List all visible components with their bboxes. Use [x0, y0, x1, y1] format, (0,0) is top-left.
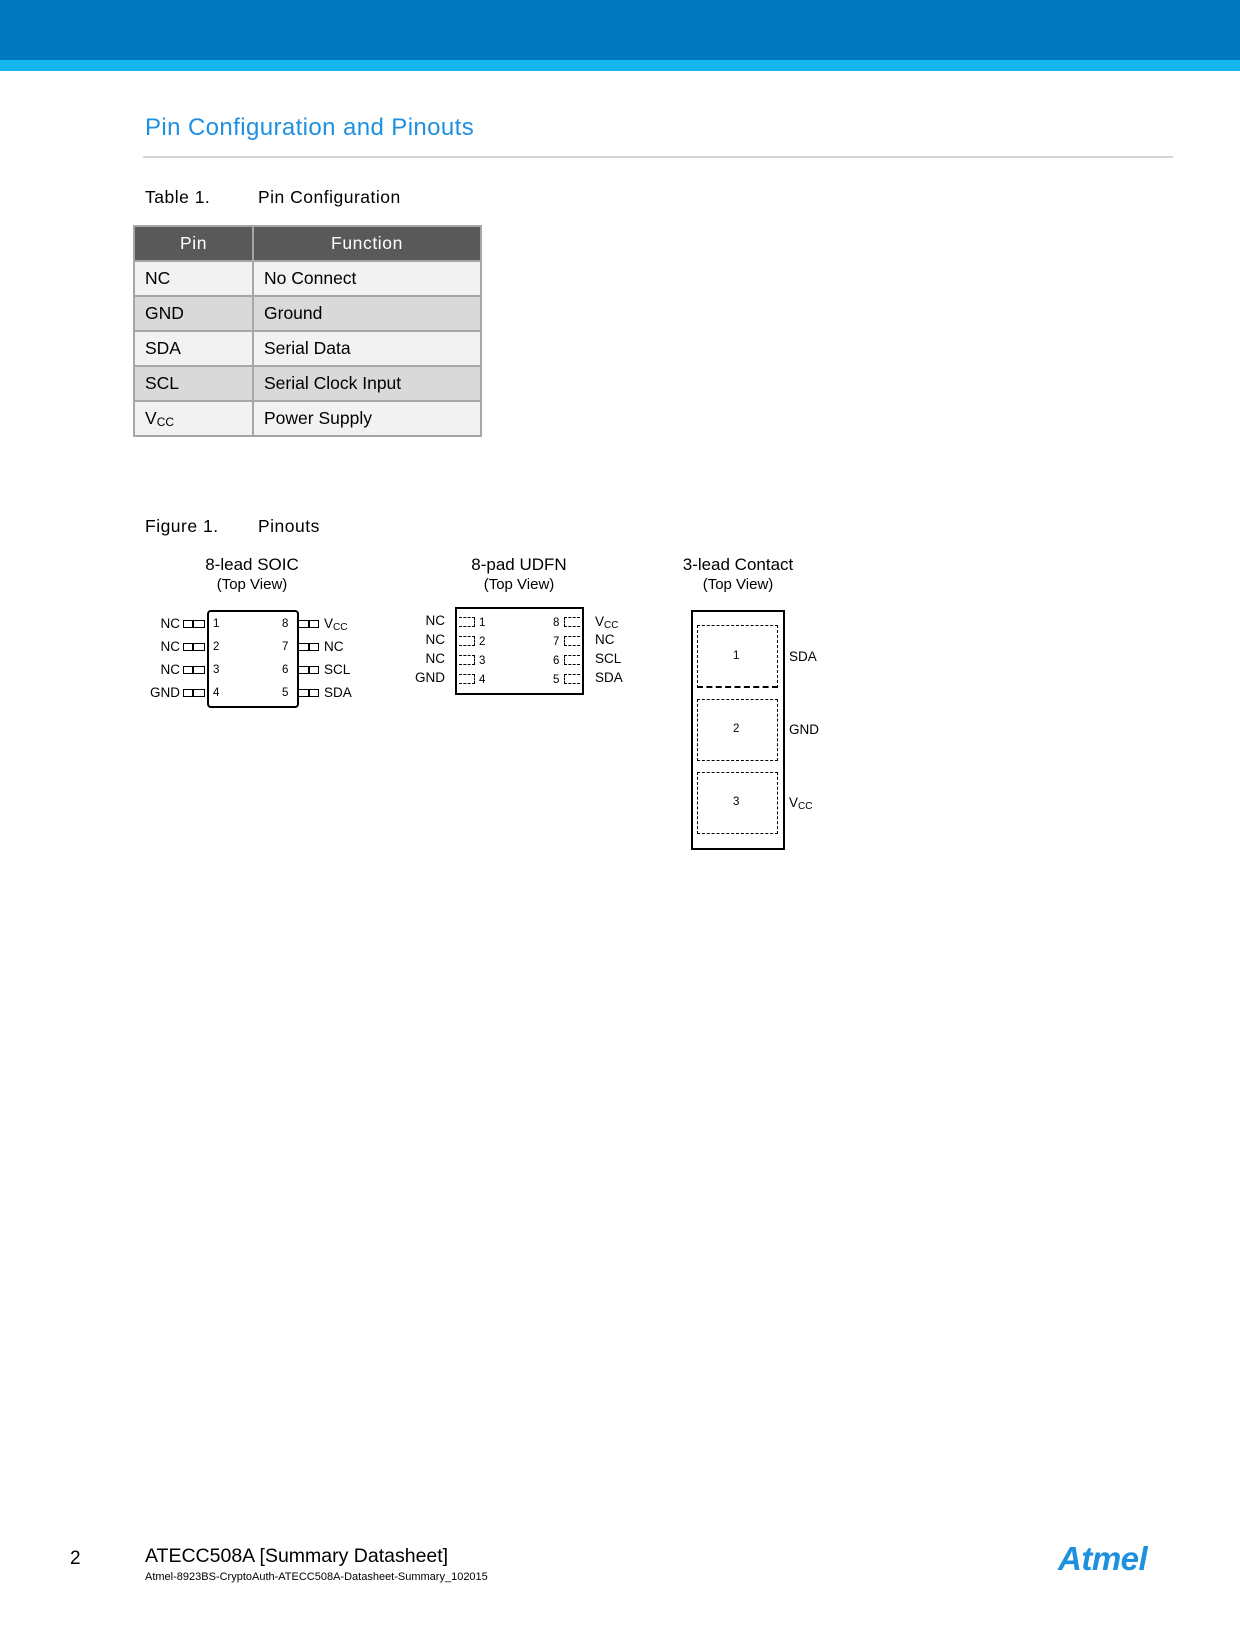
footer-doc-id: Atmel-8923BS-CryptoAuth-ATECC508A-Datasheet-Summary_102015 — [145, 1571, 488, 1583]
pin-cell: GND — [134, 296, 253, 331]
table-row — [134, 401, 481, 436]
function-cell: Ground — [253, 296, 481, 331]
pin-label: NC — [595, 632, 615, 647]
pin-label — [595, 614, 618, 634]
lead-icon — [183, 643, 205, 651]
pin-number: 2 — [479, 636, 486, 648]
pin-label: SDA — [595, 670, 623, 685]
function-cell: Serial Data — [253, 331, 481, 366]
lead-icon — [297, 666, 319, 674]
pin-number: 6 — [282, 664, 289, 676]
pin-subscript: CC — [156, 415, 175, 429]
pin-label: GND — [415, 670, 445, 685]
pin-configuration-table — [133, 225, 482, 437]
contact-title: 3-lead Contact — [682, 555, 794, 574]
lead-icon — [183, 666, 205, 674]
table-row — [134, 366, 481, 401]
soic-subtitle: (Top View) — [216, 576, 288, 593]
figure-caption-label: Figure 1. — [145, 516, 219, 536]
table-caption — [145, 187, 401, 208]
figure-caption — [145, 516, 320, 537]
pad-icon — [564, 674, 580, 684]
pin-number: 4 — [479, 674, 486, 686]
figure-caption-title: Pinouts — [258, 516, 320, 536]
pin-number: 1 — [213, 618, 220, 630]
pad-label — [789, 795, 812, 815]
pin-cell — [134, 401, 253, 436]
pad-number: 1 — [733, 650, 740, 662]
section-title: Pin Configuration and Pinouts — [145, 114, 475, 141]
pin-label-base: V — [595, 614, 605, 629]
pin-label-subscript: CC — [604, 620, 619, 631]
column-header-pin: Pin — [134, 226, 253, 261]
pad-icon — [564, 636, 580, 646]
pin-number: 8 — [282, 618, 289, 630]
function-cell: Power Supply — [253, 401, 481, 436]
pin-base: V — [145, 408, 157, 428]
pin-number: 3 — [213, 664, 220, 676]
pin-number: 6 — [553, 655, 560, 667]
table-caption-title: Pin Configuration — [258, 187, 401, 207]
pin-label: NC — [160, 662, 180, 677]
pad-icon — [564, 655, 580, 665]
table-row — [134, 261, 481, 296]
pin-cell: SCL — [134, 366, 253, 401]
section-divider — [143, 156, 1173, 158]
pin-label: NC — [160, 616, 180, 631]
pin-label-base: V — [324, 616, 334, 631]
header-accent-band — [0, 60, 1240, 71]
pin-label: NC — [324, 639, 344, 654]
page-number: 2 — [70, 1548, 81, 1569]
lead-icon — [183, 689, 205, 697]
pin-number: 3 — [479, 655, 486, 667]
pin-label: GND — [150, 685, 180, 700]
lead-icon — [297, 689, 319, 697]
udfn-title: 8-pad UDFN — [471, 555, 567, 574]
pad-icon — [459, 674, 475, 684]
pin-label: NC — [425, 613, 445, 628]
soic-title: 8-lead SOIC — [205, 555, 299, 574]
pin-number: 5 — [282, 687, 289, 699]
table-row — [134, 296, 481, 331]
udfn-subtitle: (Top View) — [483, 576, 555, 593]
pin-number: 2 — [213, 641, 220, 653]
pin-cell: NC — [134, 261, 253, 296]
pad-label-base: V — [789, 795, 799, 810]
pin-number: 7 — [553, 636, 560, 648]
footer-doc-title: ATECC508A [Summary Datasheet] — [145, 1545, 449, 1567]
atmel-logo: Atmel — [1058, 1540, 1148, 1577]
pin-label: SCL — [595, 651, 622, 666]
pin-label — [324, 616, 347, 636]
pin-label: NC — [160, 639, 180, 654]
lead-icon — [297, 643, 319, 651]
contact-subtitle: (Top View) — [702, 576, 774, 593]
pin-label-subscript: CC — [333, 622, 348, 633]
pad-icon — [459, 655, 475, 665]
pad-label-subscript: CC — [798, 801, 813, 812]
pin-label: SCL — [324, 662, 351, 677]
function-cell: No Connect — [253, 261, 481, 296]
table-row — [134, 331, 481, 366]
pin-cell: SDA — [134, 331, 253, 366]
pin-label: NC — [425, 651, 445, 666]
pin-number: 5 — [553, 674, 560, 686]
header-band — [0, 0, 1240, 60]
pin-number: 8 — [553, 617, 560, 629]
column-header-function: Function — [253, 226, 481, 261]
pin-number: 7 — [282, 641, 289, 653]
pin-number: 4 — [213, 687, 220, 699]
pin-label: NC — [425, 632, 445, 647]
pad-label: SDA — [789, 649, 817, 664]
pad-number: 3 — [733, 796, 740, 808]
table-caption-label: Table 1. — [145, 187, 211, 207]
pad-icon — [564, 617, 580, 627]
pin-label: SDA — [324, 685, 352, 700]
pad-number: 2 — [733, 723, 740, 735]
pin-number: 1 — [479, 617, 486, 629]
pad-icon — [459, 617, 475, 627]
pad-icon — [459, 636, 475, 646]
table-header-row — [134, 226, 481, 261]
lead-icon — [297, 620, 319, 628]
pad-label: GND — [789, 722, 819, 737]
lead-icon — [183, 620, 205, 628]
function-cell: Serial Clock Input — [253, 366, 481, 401]
